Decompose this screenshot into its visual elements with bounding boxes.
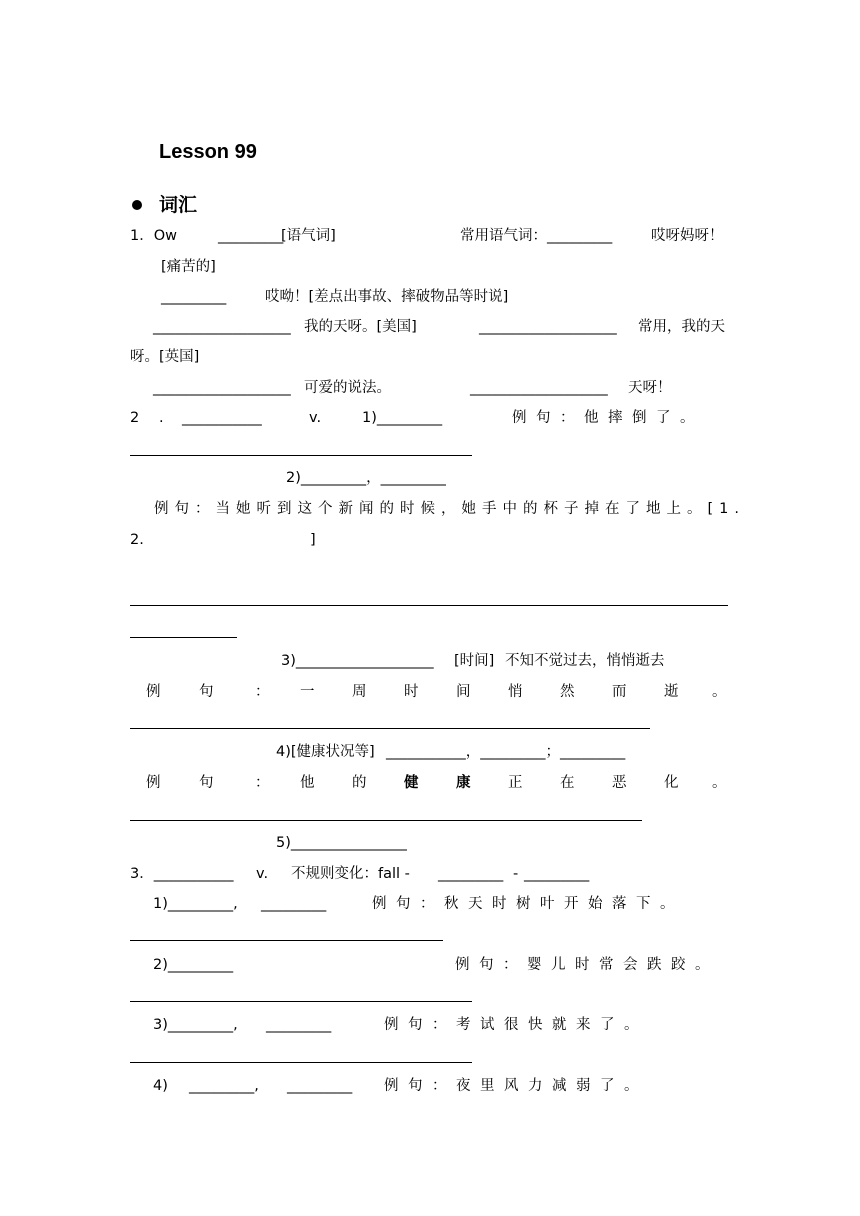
item2-sense2: 2)_________，_________	[286, 470, 446, 486]
item2-example3-char: 。	[712, 684, 727, 700]
item3-blank2: _________	[524, 866, 590, 882]
item3-sense3: 3)_________,	[153, 1017, 238, 1033]
item1-ohno: 哎呦！[差点出事故、摔破物品等时说]	[265, 289, 509, 305]
item3-sense4-blank2: _________	[287, 1078, 353, 1094]
item3-sense2: 2)_________	[153, 957, 234, 973]
bullet-icon	[132, 200, 142, 210]
item2-example4-char: 。	[712, 775, 727, 791]
item3-sense1-blank: _________	[261, 896, 327, 912]
answer-line	[130, 605, 728, 606]
item2-pos: v.	[309, 410, 322, 426]
answer-line	[130, 940, 443, 941]
item2-example2: 例句：当她听到这个新闻的时候，她手中的杯子掉在了地上。[1.	[154, 501, 745, 517]
item3-dash: -	[513, 866, 519, 882]
item1-blank5: ___________________	[153, 380, 291, 396]
answer-line	[130, 1001, 472, 1002]
item1-tag: [语气词]	[281, 228, 336, 244]
item2-example4-char: 化	[664, 775, 679, 791]
item2-example3-char: 时	[404, 684, 419, 700]
item2-example1: 例句：他摔倒了。	[512, 410, 704, 426]
item1-blank2: _________	[161, 289, 227, 305]
answer-line	[130, 455, 472, 456]
item2-example4-char: 句	[199, 775, 214, 791]
item2-sense5: 5)________________	[276, 835, 407, 851]
item2-dot: .	[159, 410, 164, 426]
answer-line	[130, 1062, 472, 1063]
item3-irregular: 不规则变化：fall -	[291, 866, 410, 882]
item1-ouch: 哎呀妈呀！	[651, 228, 724, 244]
item3-example4: 例句：夜里风力减弱了。	[384, 1078, 648, 1094]
item2-sense4: 4)[健康状况等]	[276, 744, 375, 760]
item1-omg-us: 我的天呀。[美国]	[304, 319, 417, 335]
item3-sense3-blank: _________	[266, 1017, 332, 1033]
item2-example4-char: 恶	[612, 775, 627, 791]
item2-example3-char: 例	[146, 684, 161, 700]
item2-example4-char: 正	[508, 775, 523, 791]
item2-example2-bracket-close: ]	[310, 532, 316, 548]
item1-blank3: ___________________	[153, 319, 291, 335]
item2-sense3-desc: 不知不觉过去，悄悄逝去	[505, 653, 665, 669]
item1-number: 1．Ow	[130, 228, 177, 244]
item2-blank: ___________	[182, 410, 262, 426]
item1-blank4: ___________________	[479, 319, 617, 335]
item3-number: 3．___________	[130, 866, 234, 882]
item2-example4-char: 康	[456, 775, 471, 791]
item2-example3-char: 周	[352, 684, 367, 700]
item2-example3-char: 然	[560, 684, 575, 700]
item2-example3-char: 间	[456, 684, 471, 700]
item2-example3-char: 一	[300, 684, 315, 700]
item1-cute: 可爱的说法。	[304, 380, 391, 396]
item3-example1: 例句：秋天时树叶开始落下。	[372, 896, 684, 912]
item1-blank6: ___________________	[470, 380, 608, 396]
item3-sense4-blank1: _________,	[189, 1078, 259, 1094]
item2-sense1: 1)_________	[362, 410, 443, 426]
item2-example4-char: ：	[255, 775, 270, 791]
item2-sense3-tag: [时间]	[454, 653, 495, 669]
item2-example4-char: 在	[560, 775, 575, 791]
item2-sense3: 3)___________________	[281, 653, 434, 669]
item3-pos: v.	[256, 866, 269, 882]
item1-common-label: 常用语气词：_________	[460, 228, 613, 244]
item2-number: 2	[130, 410, 140, 426]
item2-example3-char: ：	[255, 684, 270, 700]
item2-example4-char: 例	[146, 775, 161, 791]
item1-heavens: 天呀！	[628, 380, 672, 396]
item2-example4-char: 健	[404, 775, 419, 791]
item2-example3-char: 逝	[664, 684, 679, 700]
lesson-title: Lesson 99	[159, 141, 257, 163]
item3-sense4: 4)	[153, 1078, 168, 1094]
item3-blank1: _________	[438, 866, 504, 882]
item2-example4-char: 他	[300, 775, 315, 791]
item3-example2: 例句：婴儿时常会跌跤。	[455, 957, 719, 973]
item2-sense4-blanks: ___________，_________；_________	[386, 744, 626, 760]
item2-example3-char: 而	[612, 684, 627, 700]
item1-common-uk: 常用，我的天	[638, 319, 725, 335]
item3-example3: 例句：考试很快就来了。	[384, 1017, 648, 1033]
answer-line	[130, 728, 650, 729]
section-heading: 词汇	[159, 194, 198, 216]
item2-example2-bracket-open: 2.	[130, 532, 144, 548]
item1-blank: _________	[218, 228, 284, 244]
item1-common-uk-cont: 呀。[英国]	[130, 349, 200, 365]
item2-example3-char: 悄	[508, 684, 523, 700]
item1-painful: [痛苦的]	[161, 259, 216, 275]
item2-example3-char: 句	[199, 684, 214, 700]
item3-sense1: 1)_________,	[153, 896, 238, 912]
item2-example4-char: 的	[352, 775, 367, 791]
answer-line	[130, 820, 642, 821]
answer-line	[130, 637, 237, 638]
